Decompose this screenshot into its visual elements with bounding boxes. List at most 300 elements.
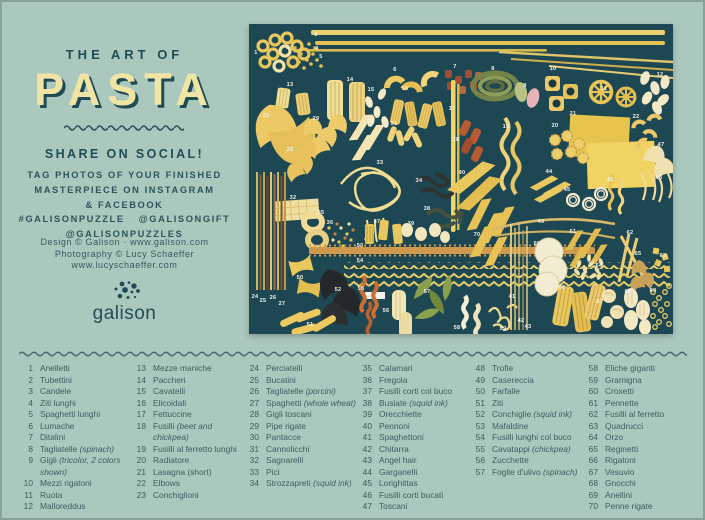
- pasta-number: 49: [475, 374, 485, 385]
- pasta-name: Ditalini: [40, 432, 66, 442]
- pasta-list-item: [470, 375, 583, 387]
- pasta-name: Garganelli: [379, 466, 418, 477]
- pasta-name: Anelletti: [40, 363, 70, 373]
- pasta-list-column: [470, 363, 583, 513]
- pasta-number: 32: [249, 455, 259, 465]
- pasta-list-item: [18, 478, 131, 490]
- pasta-number: 70: [588, 501, 598, 511]
- pasta-number: 53: [475, 420, 485, 431]
- photo-number-label: 34: [415, 178, 423, 184]
- pasta-name: Vesuvio: [605, 466, 635, 477]
- photo-number-label: 47: [657, 142, 665, 148]
- credits: [0, 237, 249, 272]
- photo-number-label: 35: [317, 210, 325, 216]
- photo-number-label: 63: [659, 253, 667, 259]
- pasta-list-item: [131, 478, 244, 490]
- pasta-list-item: [131, 444, 244, 456]
- pasta-list-item: [583, 478, 696, 490]
- photo-number-label: 16: [401, 86, 409, 92]
- pasta-number: 5: [28, 409, 33, 419]
- pasta-list-item: [470, 444, 583, 456]
- pasta-number: 64: [588, 432, 598, 442]
- galison-logo-text: galison: [92, 303, 157, 324]
- photo-number-label: 43: [524, 324, 532, 330]
- pasta-number: 38: [362, 397, 372, 408]
- pasta-name: Spaghetti (whole wheat): [266, 397, 356, 408]
- pasta-name: Ziti: [492, 397, 504, 408]
- pasta-number: 3: [28, 386, 33, 396]
- pasta-number: 41: [362, 432, 372, 442]
- photo-number-label: 29: [312, 116, 320, 122]
- pasta-list-item: [244, 363, 357, 375]
- pasta-number: 37: [362, 386, 372, 396]
- pasta-name: Cannolicchi: [266, 443, 310, 454]
- photo-number-label: 7: [453, 64, 457, 70]
- pasta-name: Pipe rigate: [266, 420, 307, 431]
- pasta-list-item: [357, 444, 470, 456]
- pasta-name: Spaghetti lunghi: [40, 409, 101, 419]
- photo-number-label: 66: [558, 285, 566, 291]
- handle-galisongift: @GALISONGIFT: [138, 214, 231, 224]
- photo-number-label: 33: [376, 160, 384, 166]
- pasta-name: Rigatoni: [605, 455, 636, 465]
- pasta-list-item: [131, 467, 244, 479]
- pasta-number: 6: [28, 420, 33, 431]
- pasta-name: Calamari: [379, 363, 413, 373]
- pasta-number: 51: [475, 397, 485, 408]
- pasta-name: Tagliatelle (spinach): [40, 443, 115, 454]
- pasta-name: Eliche giganti: [605, 363, 655, 373]
- photo-number-label: 65: [634, 251, 642, 257]
- pasta-number: 9: [28, 455, 33, 465]
- pasta-list-item: [470, 398, 583, 410]
- pasta-number: 47: [362, 501, 372, 511]
- pasta-name: Conchiglie (squid ink): [492, 409, 573, 419]
- photo-number-label: 54: [356, 258, 364, 264]
- pasta-name: Chitarra: [379, 443, 409, 454]
- share-line: MASTERPIECE ON INSTAGRAM: [34, 185, 215, 195]
- pasta-list-item: [583, 409, 696, 421]
- pasta-number: 22: [136, 478, 146, 488]
- photo-number-label: 4: [315, 46, 319, 52]
- pasta-name: Penne rigate: [605, 501, 653, 511]
- pasta-number: 35: [362, 363, 372, 373]
- pasta-name: Candele: [40, 386, 72, 396]
- pasta-number: 54: [475, 432, 485, 442]
- photo-number-label: 24: [251, 294, 259, 300]
- pasta-number: 31: [249, 443, 259, 454]
- poster-title: PASTA: [34, 64, 215, 115]
- pasta-list-column: [357, 363, 470, 513]
- pasta-name: Busiate (squid ink): [379, 397, 448, 408]
- pasta-number: 43: [362, 455, 372, 465]
- pasta-list-item: [131, 375, 244, 387]
- photo-number-label: 22: [632, 114, 640, 120]
- pasta-list-item: [583, 386, 696, 398]
- pasta-name: Tagliatelle (porcini): [266, 386, 336, 396]
- left-panel: [0, 0, 249, 350]
- pasta-number: 66: [588, 455, 598, 465]
- photo-number-label: 36: [326, 220, 334, 226]
- pasta-name: Malloreddus: [40, 501, 86, 511]
- pasta-list-item: [244, 455, 357, 467]
- pasta-number: 21: [136, 466, 146, 477]
- pasta-name: Toscani: [379, 501, 408, 511]
- pasta-number: 14: [136, 374, 146, 385]
- pasta-number: 30: [249, 432, 259, 442]
- share-heading: SHARE ON SOCIAL!: [44, 147, 205, 161]
- pasta-list-item: [583, 398, 696, 410]
- pasta-number: 33: [249, 466, 259, 477]
- pasta-name: Ruota: [40, 489, 63, 500]
- pasta-name: Pantacce: [266, 432, 301, 442]
- photo-number-label: 18: [452, 137, 460, 143]
- galison-logo: [0, 280, 249, 325]
- photo-number-label: 14: [346, 77, 354, 83]
- pasta-number: 59: [588, 374, 598, 385]
- pasta-number: 55: [475, 443, 485, 454]
- photo-number-label: 6: [393, 67, 397, 73]
- pasta-number: 19: [136, 443, 146, 454]
- pasta-number: 13: [136, 363, 146, 373]
- pasta-list-item: [18, 444, 131, 456]
- pasta-number: 18: [136, 420, 146, 431]
- pasta-name: Gigli (tricolor, 2 colors shown): [40, 455, 121, 477]
- pasta-list-item: [583, 501, 696, 513]
- pasta-list-item: [357, 398, 470, 410]
- pasta-name: Zucchette: [492, 455, 529, 465]
- pasta-number: 34: [249, 478, 259, 488]
- photo-number-label: 41: [508, 294, 516, 300]
- pasta-number: 57: [475, 466, 485, 477]
- pasta-number: 4: [28, 397, 33, 408]
- pasta-list-item: [357, 375, 470, 387]
- photo-number-label: 1: [254, 50, 258, 56]
- pasta-list-item: [583, 432, 696, 444]
- photo-number-label: 15: [367, 87, 375, 93]
- pasta-list-item: [244, 432, 357, 444]
- pasta-list-item: [357, 455, 470, 467]
- pasta-name: Orecchiette: [379, 409, 422, 419]
- pasta-name: Gigli toscani: [266, 409, 312, 419]
- pasta-list-item: [131, 409, 244, 421]
- photo-number-label: 52: [334, 287, 342, 293]
- pasta-list: [18, 363, 696, 513]
- photo-number-label: 19: [502, 124, 510, 130]
- pasta-number: 8: [28, 443, 33, 454]
- pasta-list-column: [18, 363, 131, 513]
- photo-number-label: 51: [306, 322, 314, 328]
- wavy-divider-small: [64, 123, 184, 131]
- photo-number-label: 46: [606, 177, 614, 183]
- pasta-name: Perciatelli: [266, 363, 303, 373]
- photo-number-label: 26: [269, 295, 277, 301]
- pasta-name: Casereccia: [492, 374, 534, 385]
- photo-number-label: 55: [357, 286, 365, 292]
- photo-number-label: 23: [262, 113, 270, 119]
- pasta-list-item: [357, 409, 470, 421]
- pasta-number: 23: [136, 489, 146, 500]
- pasta-list-item: [244, 398, 357, 410]
- photo-number-label: 30: [367, 119, 375, 125]
- pasta-list-item: [357, 478, 470, 490]
- pasta-name: Mafaldine: [492, 420, 529, 431]
- share-line: & FACEBOOK: [85, 200, 164, 210]
- pasta-number: 20: [136, 455, 146, 465]
- pasta-name: Lasagna (short): [153, 466, 212, 477]
- pasta-number: 29: [249, 420, 259, 431]
- pasta-number: 46: [362, 489, 372, 500]
- pasta-list-item: [583, 444, 696, 456]
- pasta-name: Fettuccine: [153, 409, 192, 419]
- photo-number-label: 28: [286, 147, 294, 153]
- photo-number-label: 61: [569, 229, 577, 235]
- pasta-name: Fusilli lunghi col buco: [492, 432, 572, 442]
- pasta-number: 1: [28, 363, 33, 373]
- pasta-name: Ziti lunghi: [40, 397, 76, 408]
- pasta-list-item: [18, 386, 131, 398]
- pasta-list-item: [470, 363, 583, 375]
- pasta-list-item: [18, 432, 131, 444]
- pasta-list-item: [357, 363, 470, 375]
- pasta-number: 68: [588, 478, 598, 488]
- pasta-number: 26: [249, 386, 259, 396]
- pasta-list-item: [583, 490, 696, 502]
- pasta-number: 58: [588, 363, 598, 373]
- pasta-number: 62: [588, 409, 598, 419]
- photo-number-label: 2: [286, 45, 290, 51]
- pasta-number: 44: [362, 466, 372, 477]
- pasta-name: Foglie d'ulivo (spinach): [492, 466, 578, 477]
- pasta-photo: [249, 24, 673, 334]
- pasta-list-item: [470, 467, 583, 479]
- pasta-name: Reginetti: [605, 443, 639, 454]
- photo-number-label: 70: [473, 232, 481, 238]
- photo-number-label: 58: [453, 325, 461, 331]
- pasta-name: Paccheri: [153, 374, 186, 385]
- pasta-list-item: [244, 444, 357, 456]
- photo-number-label: 39: [407, 221, 415, 227]
- pasta-name: Bucatini: [266, 374, 296, 385]
- pasta-list-column: [244, 363, 357, 513]
- pasta-list-item: [18, 409, 131, 421]
- credit-photography: Photography © Lucy Schaeffer: [54, 248, 195, 259]
- pasta-name: Lumache: [40, 420, 75, 431]
- pasta-list-item: [131, 386, 244, 398]
- photo-number-label: 69: [649, 288, 657, 294]
- credit-url: www.lucyschaeffer.com: [71, 260, 178, 270]
- pasta-name: Tubettini: [40, 374, 72, 385]
- pasta-list-item: [18, 490, 131, 502]
- pasta-name: Cavatappi (chickpea): [492, 443, 571, 454]
- pasta-list-item: [244, 386, 357, 398]
- pasta-number: 12: [23, 501, 33, 511]
- photo-number-label: 13: [286, 82, 294, 88]
- pasta-name: Strozzapreti (squid ink): [266, 478, 352, 488]
- pasta-name: Radiatore: [153, 455, 190, 465]
- pasta-number: 45: [362, 478, 372, 488]
- pasta-list-item: [470, 455, 583, 467]
- photo-number-label: 17: [448, 106, 456, 112]
- pasta-number: 25: [249, 374, 259, 385]
- pasta-name: Lorighittas: [379, 478, 418, 488]
- photo-number-label: 8: [491, 66, 495, 72]
- pasta-number: 27: [249, 397, 259, 408]
- pasta-name: Conchiglioni: [153, 489, 199, 500]
- pasta-list-item: [357, 501, 470, 513]
- photo-number-label: 5: [319, 54, 323, 60]
- pasta-name: Cavatelli: [153, 386, 186, 396]
- pasta-list-item: [131, 455, 244, 467]
- pasta-list-item: [357, 432, 470, 444]
- photo-number-label: 12: [656, 72, 664, 78]
- pasta-list-item: [244, 409, 357, 421]
- pasta-list-item: [131, 398, 244, 410]
- pasta-list-item: [583, 363, 696, 375]
- pasta-list-item: [470, 432, 583, 444]
- pasta-list-item: [470, 409, 583, 421]
- pasta-number: 11: [24, 489, 33, 500]
- pasta-name: Fusilli al ferretto lunghi: [153, 443, 237, 454]
- photo-number-label: 49: [537, 219, 545, 225]
- pasta-name: Angel hair: [379, 455, 417, 465]
- pasta-list-item: [357, 421, 470, 433]
- photo-number-label: 50: [296, 275, 304, 281]
- pasta-number: 60: [588, 386, 598, 396]
- pasta-number: 28: [249, 409, 259, 419]
- pasta-list-item: [583, 455, 696, 467]
- pasta-list-column: [583, 363, 696, 513]
- photo-number-label: 44: [545, 169, 553, 175]
- photo-number-label: 40: [458, 170, 466, 176]
- photo-number-label: 42: [517, 318, 525, 324]
- pasta-number: 63: [588, 420, 598, 431]
- pasta-number: 50: [475, 386, 485, 396]
- photo-number-label: 27: [278, 301, 286, 307]
- pasta-name: Mezze maniche: [153, 363, 212, 373]
- photo-number-label: 48: [655, 175, 663, 181]
- photo-number-label: 56: [382, 308, 390, 314]
- photo-number-label: 3: [314, 32, 318, 38]
- pasta-list-item: [18, 363, 131, 375]
- pasta-list-item: [131, 421, 244, 444]
- photo-number-label: 37: [373, 219, 381, 225]
- photo-number-label: 10: [549, 66, 557, 72]
- pasta-name: Mezzi rigatoni: [40, 478, 92, 488]
- pasta-name: Fusilli corti bucati: [379, 489, 444, 500]
- pasta-number: 15: [136, 386, 146, 396]
- hashtag-line: [0, 212, 249, 227]
- photo-number-label: 9: [523, 83, 527, 89]
- pasta-name: Trofie: [492, 363, 514, 373]
- pasta-number: 65: [588, 443, 598, 454]
- hashtag-galisonpuzzle: #GALISONPUZZLE: [18, 214, 125, 224]
- pasta-name: Gnocchi: [605, 478, 636, 488]
- pasta-list-item: [357, 386, 470, 398]
- pasta-name: Farfalle: [492, 386, 520, 396]
- pasta-name: Fregola: [379, 374, 408, 385]
- pasta-number: 16: [136, 397, 146, 408]
- photo-number-label: 21: [569, 111, 577, 117]
- pasta-name: Elbows: [153, 478, 180, 488]
- pasta-list-item: [583, 421, 696, 433]
- photo-number-label: 57: [423, 289, 431, 295]
- pasta-list-item: [18, 375, 131, 387]
- pasta-list-item: [244, 421, 357, 433]
- pasta-name: Orzo: [605, 432, 624, 442]
- wavy-divider-large: [19, 349, 687, 357]
- pasta-list-item: [18, 421, 131, 433]
- galison-logo-dots-icon: [108, 280, 142, 302]
- photo-number-label: 68: [624, 289, 632, 295]
- share-instructions: [0, 168, 249, 213]
- pasta-name: Elicoidali: [153, 397, 187, 408]
- pasta-number: 2: [28, 374, 33, 385]
- pasta-number: 48: [475, 363, 485, 373]
- pasta-name: Sagnarelli: [266, 455, 304, 465]
- pasta-number: 24: [249, 363, 259, 373]
- pasta-number: 39: [362, 409, 372, 419]
- pasta-list-item: [131, 363, 244, 375]
- pasta-name: Quadrucci: [605, 420, 644, 431]
- pasta-list-item: [131, 490, 244, 502]
- pasta-name: Anellini: [605, 489, 633, 500]
- pasta-list-item: [244, 467, 357, 479]
- photo-number-label: 53: [356, 243, 364, 249]
- pasta-list-item: [357, 490, 470, 502]
- handle-galisonpuzzles: @GALISONPUZZLES: [65, 229, 184, 239]
- credit-design: Design © Galison · www.galison.com: [40, 237, 209, 247]
- photo-number-label: 20: [551, 123, 559, 129]
- pasta-list-item: [18, 455, 131, 478]
- pasta-number: 61: [588, 397, 598, 408]
- pasta-list-column: [131, 363, 244, 513]
- pasta-name: Spaghettoni: [379, 432, 424, 442]
- pasta-list-item: [244, 375, 357, 387]
- pasta-name: Pennette: [605, 397, 639, 408]
- photo-number-label: 32: [289, 195, 297, 201]
- pasta-list-item: [583, 375, 696, 387]
- pasta-list-item: [583, 467, 696, 479]
- photo-number-label: 45: [563, 187, 571, 193]
- photo-number-label: 59: [499, 326, 507, 332]
- share-line: TAG PHOTOS OF YOUR FINISHED: [27, 170, 222, 180]
- pasta-list-item: [244, 478, 357, 490]
- pasta-number: 10: [23, 478, 33, 488]
- photo-number-label: 67: [596, 299, 604, 305]
- pasta-number: 67: [588, 466, 598, 477]
- pasta-list-item: [18, 398, 131, 410]
- pasta-name: Fusilli al ferretto: [605, 409, 665, 419]
- pasta-list-item: [18, 501, 131, 513]
- pasta-number: 7: [28, 432, 33, 442]
- pasta-name: Fusilli (beet and chickpea): [153, 420, 213, 442]
- photo-number-label: 38: [423, 206, 431, 212]
- pasta-name: Pici: [266, 466, 280, 477]
- photo-number-label: 60: [533, 241, 541, 247]
- photo-number-label: 31: [390, 121, 398, 127]
- pasta-list-item: [357, 467, 470, 479]
- pasta-name: Fusilli corti col buco: [379, 386, 453, 396]
- pasta-name: Pennoni: [379, 420, 410, 431]
- pasta-number: 56: [475, 455, 485, 465]
- pasta-number: 42: [362, 443, 372, 454]
- kicker-text: THE ART OF: [65, 47, 184, 62]
- pasta-name: Gramigna: [605, 374, 642, 385]
- pasta-name: Croxetti: [605, 386, 634, 396]
- photo-number-label: 11: [600, 86, 608, 92]
- pasta-list-item: [470, 421, 583, 433]
